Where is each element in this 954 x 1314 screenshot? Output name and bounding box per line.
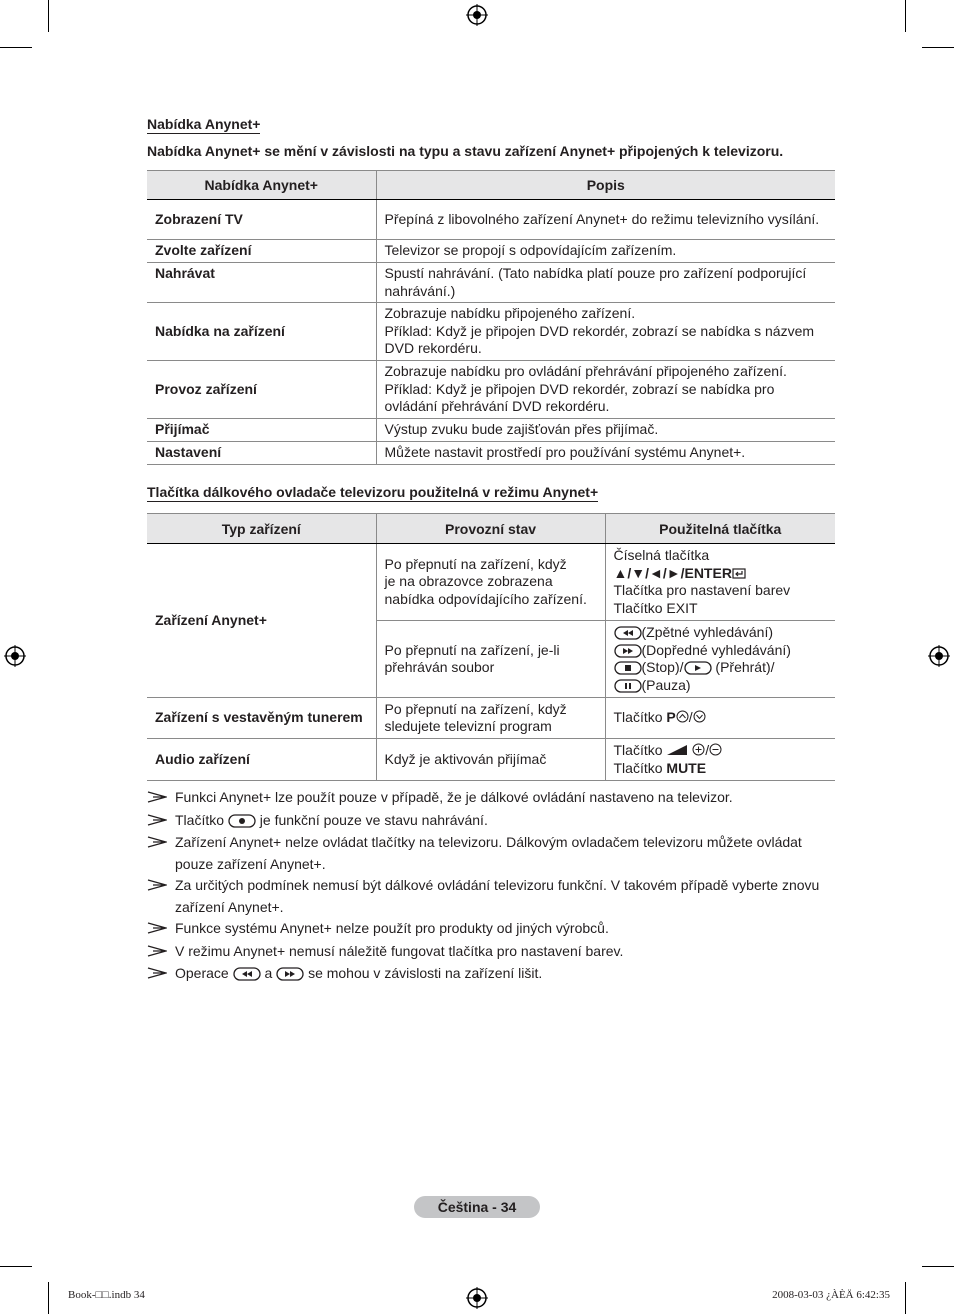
notes-list	[147, 787, 835, 986]
fast-forward-button-icon	[614, 644, 642, 658]
table-row	[147, 544, 835, 621]
note-text: a	[264, 965, 273, 981]
list-item	[147, 810, 835, 833]
usable-buttons	[605, 621, 835, 698]
list-item	[147, 963, 835, 986]
note-text: Operace	[175, 965, 229, 981]
table-row	[147, 739, 835, 781]
operating-state: Po přepnutí na zařízení, když sledujete televizní program	[376, 698, 605, 739]
note-arrow-icon	[147, 945, 167, 957]
buttons-line	[614, 565, 828, 583]
list-item	[147, 875, 835, 918]
print-slug-right: 2008-03-03 ¿ÀÈÄ 6:42:35	[772, 1289, 890, 1301]
play-button-icon	[684, 661, 712, 675]
buttons-line	[614, 677, 828, 695]
crop-mark	[48, 1282, 49, 1314]
page-content	[147, 116, 835, 986]
volume-down-icon	[709, 743, 722, 756]
device-type: Audio zařízení	[147, 739, 376, 781]
menu-item-description: Výstup zvuku bude zajišťován přes přijímač.	[376, 419, 835, 442]
channel-button-label: P	[666, 709, 676, 726]
buttons-prefix: Tlačítko	[613, 742, 663, 758]
buttons-prefix: Tlačítko	[613, 759, 667, 776]
note-arrow-icon	[147, 836, 167, 848]
crop-mark	[922, 47, 954, 48]
buttons-line	[614, 659, 828, 677]
note-text: Za určitých podmínek nemusí být dálkové ovládání televizoru funkční. V takovém případě vyberte znovu zařízení Anynet+.	[175, 877, 820, 915]
registration-mark-icon	[466, 1287, 488, 1309]
table-row	[147, 240, 835, 263]
note-arrow-icon	[147, 967, 167, 979]
volume-icon	[666, 744, 688, 756]
table-row	[147, 419, 835, 442]
mute-button-label: MUTE	[666, 759, 707, 776]
operating-state: Po přepnutí na zařízení, je-li přehráván soubor	[376, 621, 605, 698]
play-label: (Přehrát)/	[715, 659, 775, 675]
print-slug-left: Book-□□.indb 34	[68, 1289, 145, 1301]
menu-item-description: Můžete nastavit prostředí pro používání systému Anynet+.	[376, 442, 835, 465]
menu-item-description: Zobrazuje nabídku pro ovládání přehrávání připojeného zařízení. Příklad: Když je připojen DVD rekordér, zobrazí se nabídka pro ovládání přehrávání DVD rekordéru.	[376, 361, 835, 419]
list-item	[147, 941, 835, 964]
buttons-line	[614, 642, 828, 660]
section-intro: Nabídka Anynet+ se mění v závislosti na typu a stavu zařízení Anynet+ připojených k televizoru.	[147, 143, 784, 159]
stop-button-icon	[614, 661, 642, 675]
table-row	[147, 698, 835, 739]
table-header-row	[147, 171, 835, 200]
note-text: Zařízení Anynet+ nelze ovládat tlačítky na televizoru. Dálkovým ovladačem televizoru můžete ovládat pouze zařízení Anynet+.	[175, 834, 802, 872]
remote-buttons-table	[147, 513, 835, 781]
record-button-icon	[228, 814, 256, 828]
fast-forward-button-icon	[276, 967, 304, 981]
fast-forward-label: (Dopředné vyhledávání)	[641, 641, 791, 658]
note-text: Funkci Anynet+ lze použít pouze v případě, že je dálkové ovládání nastaveno na televizor.	[175, 789, 733, 805]
enter-button-label: ENTER	[684, 564, 732, 581]
menu-item-name: Nabídka na zařízení	[147, 303, 376, 361]
buttons-line: Tlačítko /	[614, 742, 828, 760]
registration-mark-icon	[466, 4, 488, 26]
registration-mark-icon	[4, 645, 26, 667]
channel-up-icon	[676, 710, 689, 723]
device-type: Zařízení Anynet+	[147, 544, 376, 698]
volume-up-icon	[692, 743, 705, 756]
column-header: Provozní stav	[376, 514, 605, 544]
rewind-button-icon	[233, 967, 261, 981]
pause-button-icon	[614, 679, 642, 693]
menu-item-name: Přijímač	[147, 419, 376, 442]
table-row	[147, 361, 835, 419]
crop-mark	[905, 1282, 906, 1314]
page-number-badge: Čeština - 34	[414, 1196, 540, 1218]
operating-state: Když je aktivován přijímač	[376, 739, 605, 781]
note-arrow-icon	[147, 814, 167, 826]
menu-item-name: Zvolte zařízení	[147, 240, 376, 263]
buttons-line: Tlačítko EXIT	[613, 599, 698, 616]
buttons-line	[614, 624, 828, 642]
note-text: V režimu Anynet+ nemusí náležitě fungovat tlačítka pro nastavení barev.	[175, 942, 624, 959]
note-arrow-icon	[147, 922, 167, 934]
section-title-anynet-menu: Nabídka Anynet+	[147, 116, 261, 132]
crop-mark	[905, 0, 906, 32]
list-item	[147, 918, 835, 941]
column-header: Popis	[376, 171, 835, 200]
column-header: Nabídka Anynet+	[147, 171, 376, 200]
note-arrow-icon	[147, 879, 167, 891]
table-row	[147, 303, 835, 361]
stop-label: (Stop)/	[641, 659, 684, 675]
crop-mark	[48, 0, 49, 32]
menu-item-description: Spustí nahrávání. (Tato nabídka platí pouze pro zařízení podporující nahrávání.)	[376, 263, 835, 303]
list-item	[147, 787, 835, 810]
enter-icon	[732, 567, 746, 579]
menu-item-description: Zobrazuje nabídku připojeného zařízení. Příklad: Když je připojen DVD rekordér, zobrazí se nabídka s názvem DVD rekordéru.	[376, 303, 835, 361]
buttons-line	[614, 760, 828, 778]
device-type: Zařízení s vestavěným tunerem	[147, 698, 376, 739]
menu-item-name: Nastavení	[147, 442, 376, 465]
menu-item-name: Zobrazení TV	[147, 200, 376, 240]
menu-item-name: Nahrávat	[147, 263, 376, 303]
buttons-prefix: Tlačítko	[613, 709, 667, 726]
usable-buttons	[605, 739, 835, 781]
rewind-label: (Zpětné vyhledávání)	[641, 624, 774, 640]
table-row	[147, 200, 835, 240]
section-title-remote-buttons: Tlačítka dálkového ovladače televizoru použitelná v režimu Anynet+	[147, 484, 599, 500]
note-text: je funkční pouze ve stavu nahrávání.	[259, 811, 488, 828]
usable-buttons	[605, 544, 835, 621]
crop-mark	[0, 1266, 32, 1267]
list-item	[147, 832, 835, 875]
crop-mark	[922, 1266, 954, 1267]
column-header: Použitelná tlačítka	[605, 514, 835, 544]
registration-mark-icon	[928, 645, 950, 667]
usable-buttons: Tlačítko P /	[605, 698, 835, 739]
pause-label: (Pauza)	[641, 676, 691, 693]
menu-item-description: Přepíná z libovolného zařízení Anynet+ do režimu televizního vysílání.	[376, 200, 835, 240]
note-text: Tlačítko	[175, 811, 225, 828]
buttons-line: Číselná tlačítka	[613, 547, 710, 563]
crop-mark	[0, 47, 32, 48]
channel-down-icon	[693, 710, 706, 723]
note-text: se mohou v závislosti na zařízení lišit.	[308, 965, 543, 981]
note-arrow-icon	[147, 791, 167, 803]
table-header-row	[147, 514, 835, 544]
table-row	[147, 442, 835, 465]
table-row	[147, 263, 835, 303]
buttons-line: Tlačítka pro nastavení barev	[613, 582, 791, 598]
menu-item-description: Televizor se propojí s odpovídajícím zařízením.	[376, 240, 835, 263]
arrow-buttons: ▲/▼/◄/►/	[613, 564, 685, 581]
operating-state: Po přepnutí na zařízení, když je na obrazovce zobrazena nabídka odpovídajícího zařízení.	[376, 544, 605, 621]
column-header: Typ zařízení	[147, 514, 376, 544]
anynet-menu-table	[147, 170, 835, 465]
note-text: Funkce systému Anynet+ nelze použít pro produkty od jiných výrobců.	[175, 920, 609, 936]
menu-item-name: Provoz zařízení	[147, 361, 376, 419]
rewind-button-icon	[614, 626, 642, 640]
